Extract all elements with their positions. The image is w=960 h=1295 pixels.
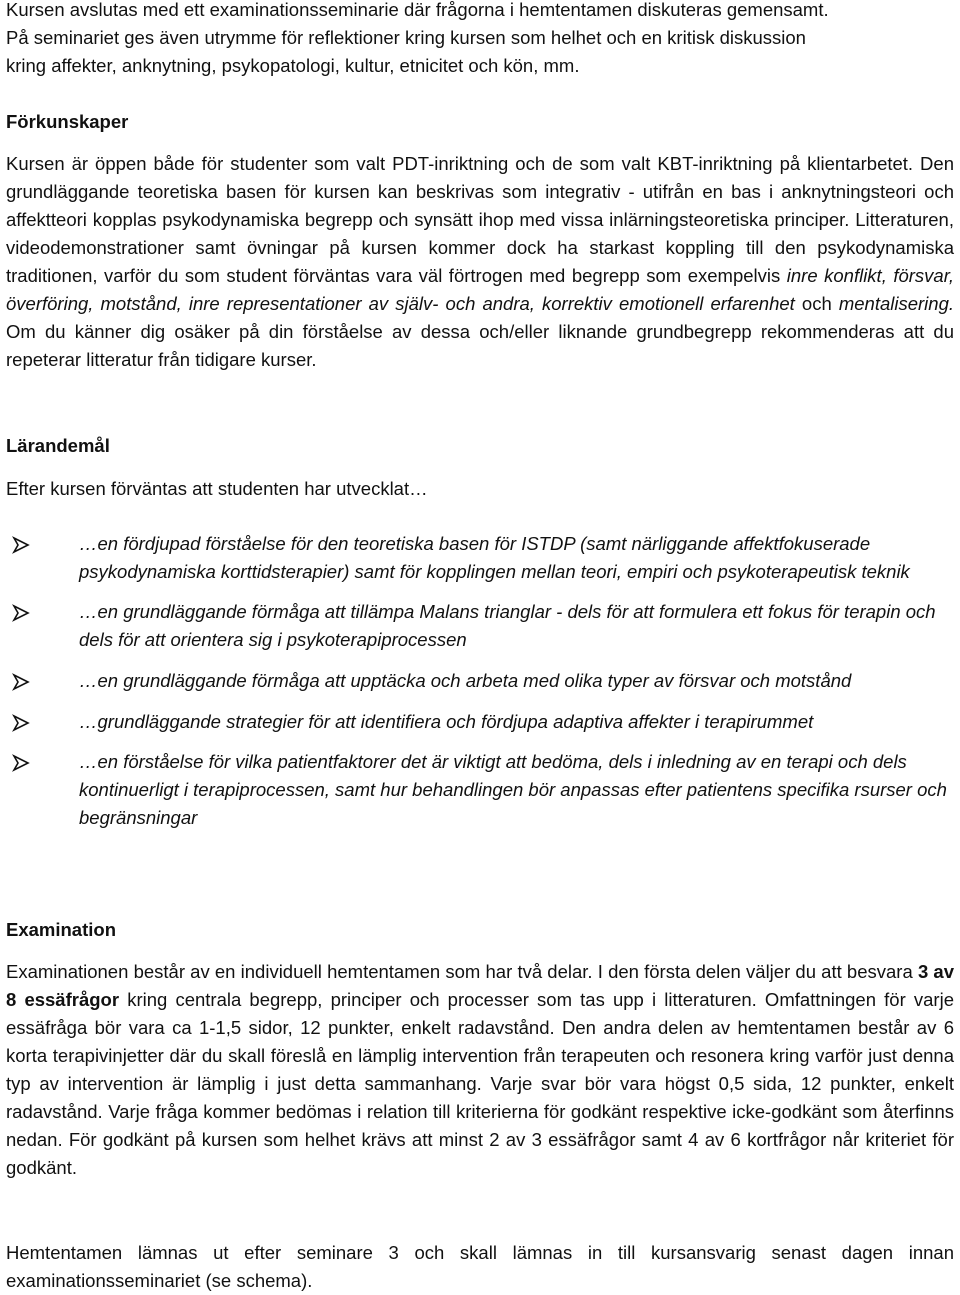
forkunskaper-mentalisering: mentalisering.: [838, 293, 955, 314]
examination-paragraph: [0, 958, 960, 1182]
intro-paragraph: [0, 0, 960, 80]
arrowhead-bullet-icon: [12, 714, 30, 732]
examination-text: [0, 958, 960, 1182]
intro-line-2: På seminariet ges även utrymme för reflektioner kring kursen som helhet och en kritisk diskussion: [6, 27, 806, 48]
examination-essay-count: 3 av 8 essäfrågor: [6, 961, 954, 1010]
examination-submission-text: Hemtentamen lämnas ut efter seminare 3 och skall lämnas in till kursansvarig senast dagen innan examinationsseminariet (se schema).: [6, 1242, 954, 1291]
examination-text-b: kring centrala begrepp, principer och processer som tas upp i litteraturen. Omfattningen för varje essäfråga bör vara ca 1-1,5 sidor, 12 punkter, enkelt radavstånd. Den andra delen av hemtentamen består av 6 korta terapivinjetter där du skall föreslå en lämplig intervention från terapeuten och resonera kring varför just denna typ av intervention är lämplig i just detta sammanhang. Varje svar bör vara högst 0,5 sida, 12 punkter, enkelt radavstånd. Varje fråga kommer bedömas i relation till kriterierna för godkänt respektive icke-godkänt som återfinns nedan. För godkänt på kursen som helhet krävs att minst 2 av 3 essäfrågor samt 4 av 6 kortfrågor når kriteriet för godkänt.: [6, 989, 954, 1178]
forkunskaper-concepts: inre konflikt, försvar, överföring, motstånd, inre representationer av själv- och andra, korrektiv emotionell erfarenhet: [6, 265, 955, 314]
arrowhead-bullet-icon: [12, 536, 30, 554]
learning-goal-text: …en fördjupad förståelse för den teoretiska basen för ISTDP (samt närliggande affektfokuserade psykodynamiska korttidsterapier) samt för kopplingen mellan teori, empiri och psykoterapeutisk teknik: [79, 533, 910, 582]
forkunskaper-heading: Förkunskaper: [6, 111, 129, 132]
arrowhead-bullet-icon: [12, 754, 30, 772]
learning-goal-item: [0, 748, 960, 832]
larandemal-heading: Lärandemål: [6, 435, 110, 456]
learning-goal-item: [0, 708, 960, 736]
arrowhead-bullet-icon: [12, 604, 30, 622]
learning-goal-text: …en grundläggande förmåga att tillämpa Malans trianglar - dels för att formulera ett fokus för terapin och dels för att orientera sig i psykoterapiprocessen: [79, 601, 936, 650]
learning-goal-item: [0, 530, 960, 586]
larandemal-intro: Efter kursen förväntas att studenten har utvecklat…: [6, 478, 428, 499]
learning-goal-text: …grundläggande strategier för att identifiera och fördjupa adaptiva affekter i terapirummet: [79, 711, 814, 732]
examination-heading: Examination: [6, 919, 116, 940]
learning-goals-list: [0, 530, 960, 832]
learning-goal-text: …en grundläggande förmåga att upptäcka och arbeta med olika typer av försvar och motstånd: [79, 670, 852, 691]
examination-submission-paragraph: [0, 1239, 960, 1295]
arrowhead-bullet-icon: [12, 673, 30, 691]
intro-line-3: kring affekter, anknytning, psykopatologi, kultur, etnicitet och kön, mm.: [6, 55, 580, 76]
forkunskaper-text-main: Kursen är öppen både för studenter som valt PDT-inriktning och de som valt KBT-inriktning på klientarbetet. Den grundläggande teoretiska basen för kursen kan beskrivas som integrativ - utifrån en bas i anknytningsteori och affektteori kopplas psykodynamiska begrepp och synsätt ihop med vissa inlärningsteoretiska principer. Litteraturen, videodemonstrationer samt övningar på kursen kommer dock ha starkast koppling till den psykodynamiska traditionen, varför du som student förväntas vara väl förtrogen med begrepp som exempelvis: [6, 153, 954, 286]
examination-text-a: Examinationen består av en individuell hemtentamen som har två delar. I den första delen väljer du att besvara: [6, 961, 918, 982]
learning-goal-text: …en förståelse för vilka patientfaktorer det är viktigt att bedöma, dels i inledning av en terapi och dels kontinuerligt i terapiprocessen, samt hur behandlingen bör anpassas efter patientens specifika rsurser och begränsningar: [79, 751, 947, 828]
learning-goal-item: [0, 598, 960, 654]
forkunskaper-text: [0, 150, 960, 374]
intro-line-1: Kursen avslutas med ett examinationsseminarie där frågorna i hemtentamen diskuteras gemensamt.: [6, 0, 829, 20]
forkunskaper-text-end: Om du känner dig osäker på din förståelse av dessa och/eller liknande grundbegrepp rekommenderas att du repeterar litteratur från tidigare kurser.: [6, 321, 954, 370]
forkunskaper-paragraph: [0, 150, 960, 374]
forkunskaper-and: och: [794, 293, 839, 314]
learning-goal-item: [0, 667, 960, 695]
